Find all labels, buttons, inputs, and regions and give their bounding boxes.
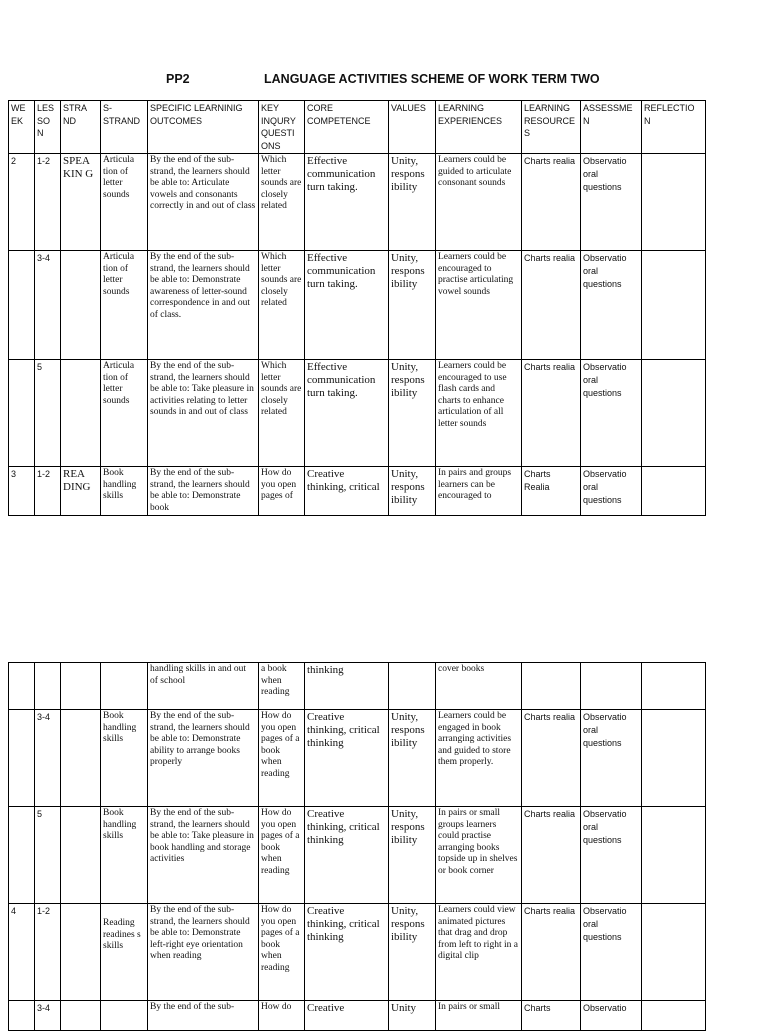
questions-cell: a book when reading bbox=[259, 663, 305, 710]
header-strand: STRA ND bbox=[61, 101, 101, 154]
substrand-cell: Book handling skills bbox=[101, 807, 148, 904]
assessment-cell: Observatio oral questions bbox=[581, 904, 642, 1001]
strand-cell bbox=[61, 807, 101, 904]
scheme-heading: LANGUAGE ACTIVITIES SCHEME OF WORK TERM TWO bbox=[264, 72, 600, 86]
experiences-cell: In pairs or small groups learners could practise arranging books topside up in shelves or book corner bbox=[436, 807, 522, 904]
lesson-cell: 3-4 bbox=[35, 251, 61, 360]
resources-cell: Charts realia bbox=[522, 904, 581, 1001]
values-cell bbox=[389, 663, 436, 710]
table-row bbox=[9, 710, 706, 807]
assessment-cell: Observatio oral questions bbox=[581, 710, 642, 807]
questions-cell: How do you open pages of a book when reading bbox=[259, 904, 305, 1001]
table-row bbox=[9, 1001, 706, 1031]
reflection-cell bbox=[642, 467, 706, 516]
resources-cell: Charts Realia bbox=[522, 467, 581, 516]
strand-cell bbox=[61, 663, 101, 710]
strand-cell: SPEA KIN G bbox=[61, 154, 101, 251]
competence-cell: thinking bbox=[305, 663, 389, 710]
substrand-cell: Articula tion of letter sounds bbox=[101, 251, 148, 360]
lesson-cell: 5 bbox=[35, 807, 61, 904]
competence-cell: Effective communication turn taking. bbox=[305, 360, 389, 467]
lesson-cell bbox=[35, 663, 61, 710]
header-experiences: LEARNING EXPERIENCES bbox=[436, 101, 522, 154]
experiences-cell: Learners could be guided to articulate consonant sounds bbox=[436, 154, 522, 251]
assessment-cell bbox=[581, 663, 642, 710]
scheme-table-page-2 bbox=[8, 662, 706, 1031]
values-cell: Unity, respons ibility bbox=[389, 467, 436, 516]
experiences-cell: Learners could be encouraged to use flash cards and charts to enhance articulation of all letter sounds bbox=[436, 360, 522, 467]
values-cell: Unity bbox=[389, 1001, 436, 1031]
week-cell bbox=[9, 251, 35, 360]
reflection-cell bbox=[642, 807, 706, 904]
table-row bbox=[9, 904, 706, 1001]
reflection-cell bbox=[642, 663, 706, 710]
header-outcomes: SPECIFIC LEARNINIG OUTCOMES bbox=[148, 101, 259, 154]
week-cell bbox=[9, 360, 35, 467]
experiences-cell: cover books bbox=[436, 663, 522, 710]
strand-cell bbox=[61, 710, 101, 807]
header-lesson: LES SO N bbox=[35, 101, 61, 154]
substrand-cell bbox=[101, 1001, 148, 1031]
lesson-cell: 3-4 bbox=[35, 710, 61, 807]
experiences-cell: In pairs and groups learners can be encouraged to bbox=[436, 467, 522, 516]
values-cell: Unity, respons ibility bbox=[389, 154, 436, 251]
competence-cell: Creative thinking, critical thinking bbox=[305, 710, 389, 807]
strand-cell bbox=[61, 251, 101, 360]
lesson-cell: 3-4 bbox=[35, 1001, 61, 1031]
header-resources: LEARNING RESOURCE S bbox=[522, 101, 581, 154]
resources-cell: Charts bbox=[522, 1001, 581, 1031]
week-cell bbox=[9, 1001, 35, 1031]
reflection-cell bbox=[642, 1001, 706, 1031]
header-reflection: REFLECTIO N bbox=[642, 101, 706, 154]
values-cell: Unity, respons ibility bbox=[389, 807, 436, 904]
week-cell: 2 bbox=[9, 154, 35, 251]
lesson-cell: 1-2 bbox=[35, 467, 61, 516]
outcomes-cell: By the end of the sub-strand, the learners should be able to: Take pleasure in activities relating to letter sounds in and out of class bbox=[148, 360, 259, 467]
outcomes-cell: By the end of the sub-strand, the learners should be able to: Demonstrate ability to arrange books properly bbox=[148, 710, 259, 807]
values-cell: Unity, respons ibility bbox=[389, 251, 436, 360]
experiences-cell: Learners could view animated pictures that drag and drop from left to right in a digital clip bbox=[436, 904, 522, 1001]
outcomes-cell: By the end of the sub-strand, the learners should be able to: Take pleasure in book handling and storage activities bbox=[148, 807, 259, 904]
scheme-table-page-1 bbox=[8, 100, 706, 516]
strand-cell bbox=[61, 360, 101, 467]
competence-cell: Effective communication turn taking. bbox=[305, 154, 389, 251]
outcomes-cell: By the end of the sub-strand, the learners should be able to: Articulate vowels and consonants correctly in and out of class bbox=[148, 154, 259, 251]
questions-cell: How do you open pages of a book when reading bbox=[259, 710, 305, 807]
page-title bbox=[0, 72, 768, 90]
outcomes-cell: By the end of the sub-strand, the learners should be able to: Demonstrate book bbox=[148, 467, 259, 516]
grade-label: PP2 bbox=[166, 72, 190, 86]
resources-cell: Charts realia bbox=[522, 154, 581, 251]
questions-cell: Which letter sounds are closely related bbox=[259, 154, 305, 251]
values-cell: Unity, respons ibility bbox=[389, 710, 436, 807]
resources-cell: Charts realia bbox=[522, 251, 581, 360]
week-cell: 3 bbox=[9, 467, 35, 516]
experiences-cell: Learners could be engaged in book arranging activities and guided to store them properly. bbox=[436, 710, 522, 807]
outcomes-cell: By the end of the sub-strand, the learners should be able to: Demonstrate left-right eye orientation when reading bbox=[148, 904, 259, 1001]
questions-cell: Which letter sounds are closely related bbox=[259, 251, 305, 360]
table-row bbox=[9, 467, 706, 516]
questions-cell: How do you open pages of a book when reading bbox=[259, 807, 305, 904]
substrand-cell bbox=[101, 663, 148, 710]
table-header-row bbox=[9, 101, 706, 154]
questions-cell: How do you open pages of bbox=[259, 467, 305, 516]
table-row bbox=[9, 154, 706, 251]
table-row bbox=[9, 360, 706, 467]
assessment-cell: Observatio oral questions bbox=[581, 807, 642, 904]
assessment-cell: Observatio oral questions bbox=[581, 360, 642, 467]
reflection-cell bbox=[642, 710, 706, 807]
substrand-cell: Reading readines s skills bbox=[101, 904, 148, 1001]
substrand-cell: Articula tion of letter sounds bbox=[101, 154, 148, 251]
outcomes-cell: handling skills in and out of school bbox=[148, 663, 259, 710]
header-competence: CORE COMPETENCE bbox=[305, 101, 389, 154]
values-cell: Unity, respons ibility bbox=[389, 904, 436, 1001]
questions-cell: Which letter sounds are closely related bbox=[259, 360, 305, 467]
header-assessment: ASSESSME N bbox=[581, 101, 642, 154]
table-row bbox=[9, 251, 706, 360]
assessment-cell: Observatio bbox=[581, 1001, 642, 1031]
competence-cell: Creative thinking, critical thinking bbox=[305, 904, 389, 1001]
assessment-cell: Observatio oral questions bbox=[581, 251, 642, 360]
competence-cell: Creative bbox=[305, 1001, 389, 1031]
strand-cell: REA DING bbox=[61, 467, 101, 516]
lesson-cell: 1-2 bbox=[35, 154, 61, 251]
week-cell: 4 bbox=[9, 904, 35, 1001]
header-week: WE EK bbox=[9, 101, 35, 154]
resources-cell bbox=[522, 663, 581, 710]
reflection-cell bbox=[642, 904, 706, 1001]
table-row bbox=[9, 807, 706, 904]
substrand-cell: Book handling skills bbox=[101, 467, 148, 516]
header-values: VALUES bbox=[389, 101, 436, 154]
reflection-cell bbox=[642, 154, 706, 251]
strand-cell bbox=[61, 904, 101, 1001]
lesson-cell: 5 bbox=[35, 360, 61, 467]
table-row bbox=[9, 663, 706, 710]
week-cell bbox=[9, 710, 35, 807]
header-questions: KEY INQURY QUESTI ONS bbox=[259, 101, 305, 154]
week-cell bbox=[9, 807, 35, 904]
resources-cell: Charts realia bbox=[522, 807, 581, 904]
competence-cell: Creative thinking, critical thinking bbox=[305, 807, 389, 904]
outcomes-cell: By the end of the sub- bbox=[148, 1001, 259, 1031]
competence-cell: Effective communication turn taking. bbox=[305, 251, 389, 360]
competence-cell: Creative thinking, critical bbox=[305, 467, 389, 516]
header-substrand: S-STRAND bbox=[101, 101, 148, 154]
values-cell: Unity, respons ibility bbox=[389, 360, 436, 467]
reflection-cell bbox=[642, 251, 706, 360]
substrand-cell: Articula tion of letter sounds bbox=[101, 360, 148, 467]
questions-cell: How do bbox=[259, 1001, 305, 1031]
assessment-cell: Observatio oral questions bbox=[581, 467, 642, 516]
week-cell bbox=[9, 663, 35, 710]
experiences-cell: Learners could be encouraged to practise articulating vowel sounds bbox=[436, 251, 522, 360]
experiences-cell: In pairs or small bbox=[436, 1001, 522, 1031]
strand-cell bbox=[61, 1001, 101, 1031]
resources-cell: Charts realia bbox=[522, 710, 581, 807]
reflection-cell bbox=[642, 360, 706, 467]
lesson-cell: 1-2 bbox=[35, 904, 61, 1001]
assessment-cell: Observatio oral questions bbox=[581, 154, 642, 251]
outcomes-cell: By the end of the sub-strand, the learners should be able to: Demonstrate awareness of letter-sound correspondence in and out of class. bbox=[148, 251, 259, 360]
resources-cell: Charts realia bbox=[522, 360, 581, 467]
substrand-cell: Book handling skills bbox=[101, 710, 148, 807]
